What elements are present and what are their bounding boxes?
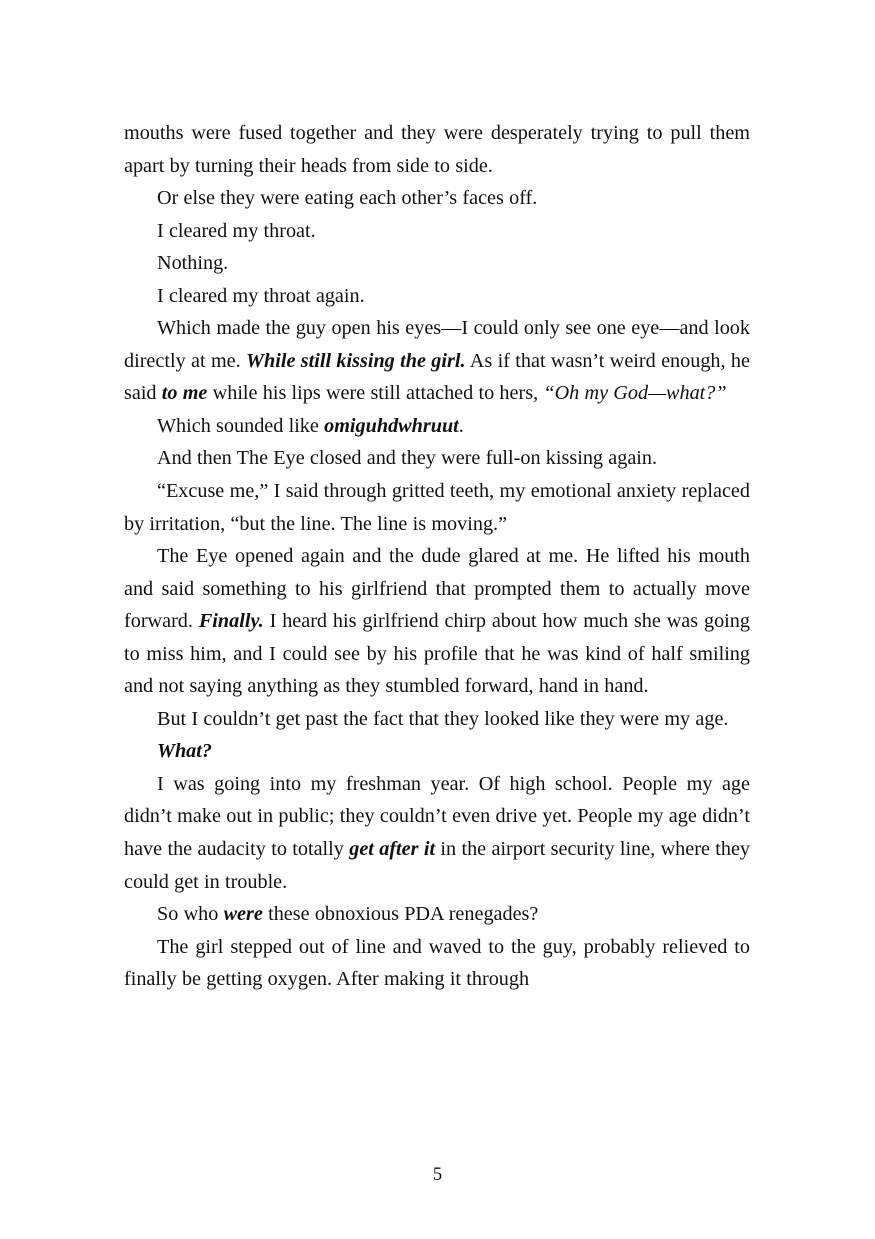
text-run: I heard his girlfriend chirp about how much she was going to miss him, and I could see by his profile that he was kind of half smiling and not saying anything as they stumbled forward, hand in hand. xyxy=(124,610,750,698)
paragraph xyxy=(124,768,750,898)
paragraph xyxy=(124,442,750,475)
text-run: The Eye opened again and the dude glared at me. He lifted his mouth and said something to his girlfriend that prompted them to actually move forward. xyxy=(124,545,750,633)
text-run: “Excuse me,” I said through gritted teeth, my emotional anxiety replaced by irritation, “but the line. The line is moving.” xyxy=(124,480,750,535)
paragraph xyxy=(124,117,750,182)
text-run: The girl stepped out of line and waved to the guy, probably relieved to finally be getting oxygen. After making it through xyxy=(124,935,750,991)
paragraph xyxy=(124,312,750,410)
text-run: these obnoxious PDA renegades? xyxy=(262,903,539,926)
text-run: And then The Eye closed and they were full-on kissing again. xyxy=(157,447,658,470)
text-run: I cleared my throat again. xyxy=(157,284,365,307)
paragraph xyxy=(124,540,750,703)
text-run: mouths were fused together and they were desperately trying to pull them apart by turning their heads from side to side. xyxy=(124,122,750,177)
text-run: Or else they were eating each other’s faces off. xyxy=(157,187,538,210)
text-run: As if that wasn’t weird enough, he said xyxy=(124,349,750,405)
paragraph xyxy=(124,475,750,540)
emphasis-bold-italic: were xyxy=(223,903,263,926)
emphasis-bold-italic: What? xyxy=(157,740,212,763)
text-run: . xyxy=(458,414,464,437)
emphasis-bold-italic: Finally. xyxy=(198,610,264,633)
emphasis-bold-italic: to me xyxy=(161,382,208,405)
text-run: I was going into my freshman year. Of high school. People my age didn’t make out in public; they couldn’t even drive yet. People my age didn’t have the audacity to totally xyxy=(124,772,750,861)
paragraph xyxy=(124,735,750,768)
text-run: I cleared my throat. xyxy=(157,219,316,242)
paragraph xyxy=(124,410,750,443)
page-body-text xyxy=(124,117,750,996)
text-run: in the airport security line, where they could get in trouble. xyxy=(124,838,751,893)
paragraph xyxy=(124,182,750,215)
emphasis-bold-italic: get after it xyxy=(349,838,436,861)
paragraph xyxy=(124,703,750,736)
paragraph xyxy=(124,247,750,280)
text-run: So who xyxy=(157,903,224,926)
emphasis-italic: “Oh my God—what?” xyxy=(543,382,727,405)
text-run: while his lips were still attached to hers, xyxy=(207,382,544,405)
text-run: Which made the guy open his eyes—I could only see one eye—and look directly at me. xyxy=(124,317,750,372)
paragraph xyxy=(124,931,750,996)
text-run: Nothing. xyxy=(157,252,229,275)
paragraph xyxy=(124,215,750,248)
text-run: But I couldn’t get past the fact that they looked like they were my age. xyxy=(157,707,729,730)
emphasis-bold-italic: While still kissing the girl. xyxy=(246,349,466,372)
paragraph xyxy=(124,280,750,313)
emphasis-bold-italic: omiguhdwhruut xyxy=(324,414,459,437)
text-run: Which sounded like xyxy=(157,414,325,437)
paragraph xyxy=(124,898,750,931)
page-number: 5 xyxy=(432,1165,443,1185)
